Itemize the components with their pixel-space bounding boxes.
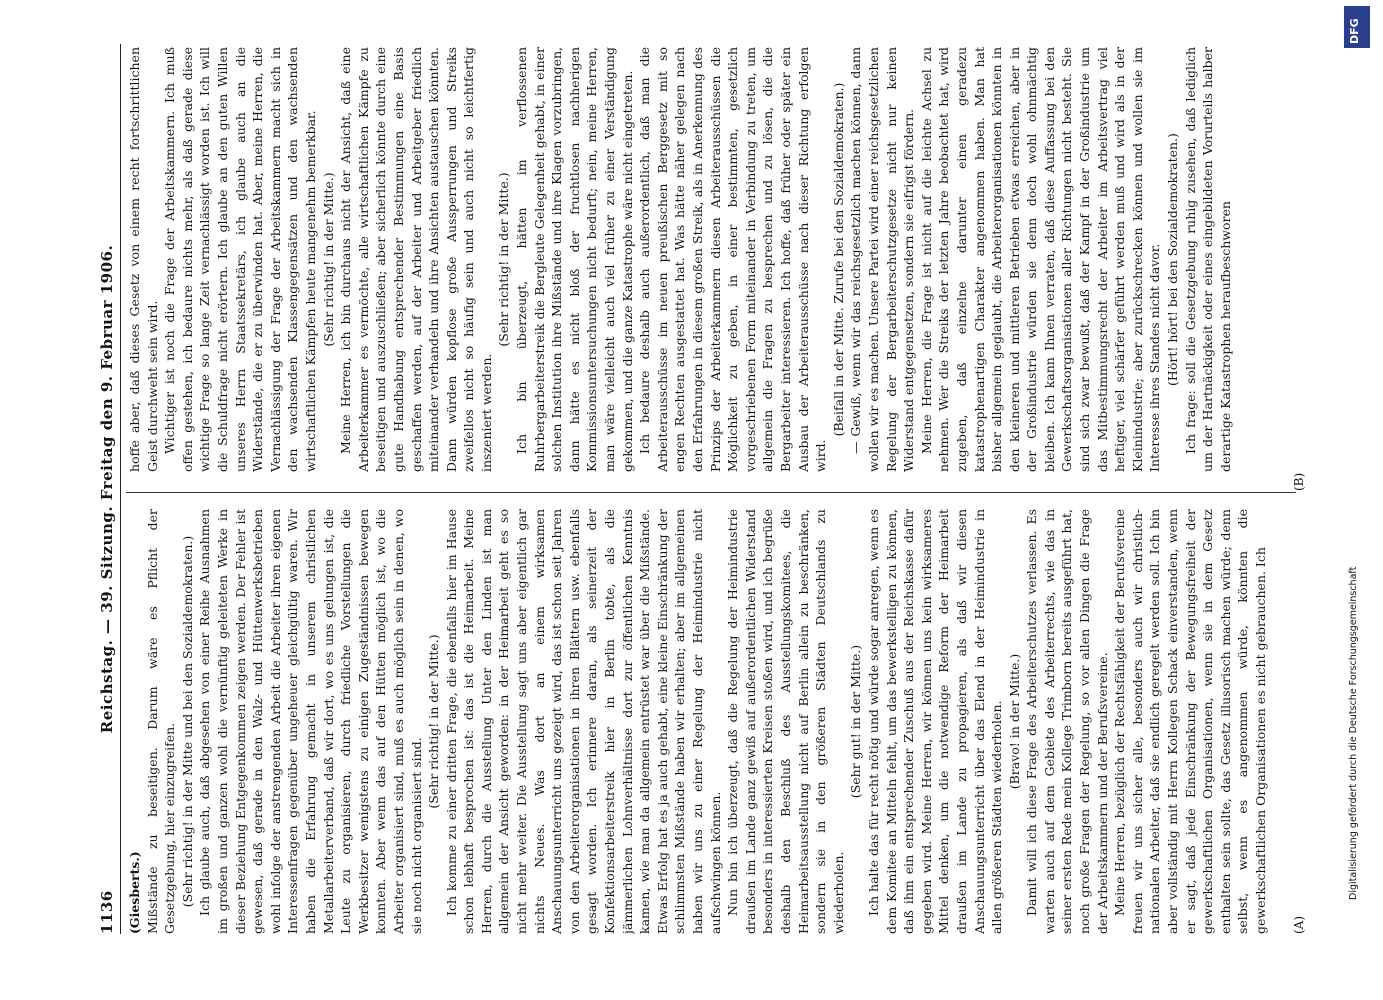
interjection: (Sehr richtig! in der Mitte.) [426,634,442,809]
paragraph: Nun bin ich überzeugt, daß die Regelung der Heimindustrie draußen im Lande ganz gewiß auf außerordentlichen Widerstand besonders in interessierten Kreisen stoßen wird, und ich begrüße deshalb den Beschluß des Ausstellungskomitees, die Heimarbeitsausstellung nicht auf Berlin allein zu beschränken, sondern sie in den größeren Städten Deutschlands zu wiederholen. [725,509,846,934]
right-column [126,47,1306,472]
margin-marker-a: (A) [1292,915,1306,934]
paragraph: Ich halte das für recht nötig und würde sogar anregen, wenn es dem Komitee an Mitteln fehlt, um das bewerkstelligen zu können, daß ihm ein entsprechender Zuschuß aus der Reichskasse dafür gegeben wird. Meine Herren, wir können uns kein wirksameres Mittel denken, um die notwendige Reform der Heimarbeit draußen im Lande zu propagieren, als daß wir diesen Anschauungsunterricht über das Elend in der Heimindustrie in allen größeren Städten wiederholen. [865,509,1005,934]
paragraph: Ich komme zu einer dritten Frage, die ebenfalls hier im Hause schon lebhaft besprochen ist: das ist die Heimarbeit. Meine Herren, durch die Ausstellung Unter den Linden ist man allgemein der Ansicht geworden: in der Heimarbeit geht es so nicht mehr weiter. Die Ausstellung sagt uns aber eigentlich gar nichts Neues. Was dort an einem wirksamen Anschauungsunterricht uns gezeigt wird, das ist schon seit Jahren von den Arbeiterorganisationen in ihren Blättern usw. ebenfalls gesagt worden. Ich erinnere daran, als seinerzeit der Konfektionsarbeiterstreik hier in Berlin tobte, als die jämmerlichen Lohnverhältnisse dort zur öffentlichen Kenntnis kamen, wie man da allgemein entrüstet war über die Mißstände. Etwas Erfolg hat es ja auch gehabt, eine kleine Einschränkung der schlimmsten Mißstände haben wir erhalten; aber im allgemeinen haben wir uns zu einer Regelung der Heimindustrie nicht aufschwingen können. [443,509,723,934]
paragraph: Wichtiger ist noch die Frage der Arbeitskammern. Ich muß offen gestehen, ich bedaure nichts mehr, als daß gerade diese wichtige Frage so lange Zeit vernachlässigt worden ist. Ich will die Schuldfrage nicht erörtern. Ich glaube an den guten Willen unseres Herrn Staatssekretärs, ich glaube auch an die Widerstände, die er zu überwinden hat. Aber, meine Herren, die Vernachlässigung der Frage der Arbeitskammern macht sich in den wachsenden Klassengegensätzen und den wachsenden wirtschaftlichen Kämpfen heute mangenehm bemerkbar. [162,47,318,472]
interjection: (Beifall in der Mitte. Zurufe bei den Sozialdemokraten.) [830,82,846,437]
paragraph: Meine Herren, bezüglich der Rechtsfähigkeit der Berufsvereine freuen wir uns sicher alle, besonders auch wir christlich-nationalen Arbeiter, daß sie endlich geregelt werden soll. Ich bin aber vollständig mit Herrn Kollegen Schack einverstanden, wenn er sagt, daß jede Einschränkung der Bewegungsfreiheit der gewerkschaftlichen Organisationen, wenn sie in dem Gesetz enthalten sein sollte, das Gesetz illusorisch machen würde; denn selbst, wenn es angenommen würde, könnten die gewerkschaftlichen Organisationen es nicht gebrauchen. Ich [1112,509,1268,934]
column-divider [126,492,1296,493]
page-number: 1136 [98,890,116,934]
paragraph: Mißstände zu beseitigen. Darum wäre es Pflicht der Gesetzgebung, hier einzugreifen. [144,509,178,934]
paragraph: Meine Herren, die Frage ist nicht auf die leichte Achsel zu nehmen. Wer die Streiks der letzten Jahre beobachtet hat, wird zugeben, daß einzelne darunter einen geradezu katastrophenartigen Charakter angenommen haben. Man hat bisher allgemein geglaubt, die Arbeiterorganisationen könnten in den kleineren und mittleren Betrieben etwas erreichen, aber in der Großindustrie würden sie denn doch wohl ohnmächtig bleiben. Ich kann Ihnen verraten, daß diese Auffassung bei den Gewerkschaftsorganisationen aller Richtungen nicht besteht. Sie sind sich zwar bewußt, daß der Kampf in der Großindustrie um das Mitbestimmungsrecht der Arbeiter im Arbeitsvertrag viel heftiger, viel schärfer geführt werden muß und wird als in der Kleinindustrie; aber zurückschrecken können und wollen sie im Interesse ihres Standes nicht davor. [918,47,1163,472]
paragraph: Ich bedaure deshalb auch außerordentlich, daß man die Arbeiterausschüsse im neuen preußischen Berggesetz mit so engen Rechten ausgestattet hat. Was hätte näher gelegen nach den Erfahrungen in diesem großen Streik, als in Anerkennung des Prinzips der Arbeiterkammern diesen Arbeiterausschüssen die Möglichkeit zu geben, in einer bestimmten, gesetzlich vorgeschriebenen Form miteinander in Verbindung zu treten, um allgemein die Fragen zu besprechen und zu lösen, die die Bergarbeiter interessieren. Ich hoffe, daß früher oder später ein Ausbau der Arbeiterausschüsse nach dieser Richtung erfolgen wird. [637,47,829,472]
paragraph: hoffe aber, daß dieses Gesetz von einem recht fortschrittlichen Geist durchweht sein wird. [127,47,160,472]
interjection: (Bravo! in der Mitte.) [1006,653,1022,790]
paragraph: Ich frage: soll die Gesetzgebung ruhig zusehen, daß lediglich um der Hartnäckigkeit oder eines eingebildeten Vorurteils halber derartige Katastrophen heraufbeschworen [1182,47,1233,472]
interjection: (Sehr richtig! in der Mitte und bei den Sozialdemokraten.) [179,535,195,908]
paragraph: Meine Herren, ich bin durchaus nicht der Ansicht, daß eine Arbeiterkammer es vermöchte, alle wirtschaftlichen Kämpfe zu beseitigen und auszuschließen; aber sicherlich könnte durch eine gute Handhabung entsprechender Bestimmungen eine Basis geschaffen werden, auf der Arbeiter und Arbeitgeber friedlich miteinander verhandeln und ihre Ansichten austauschen könnten. Dann würden kopflose große Aussperrungen und Streiks zweifellos nicht so häufig sein und auch nicht so leichtfertig inszeniert werden. [338,47,494,472]
margin-marker-b: (B) [1292,472,1306,491]
dfg-logo [1344,6,1370,48]
dfg-logo-text: DFG [1348,18,1361,44]
interjection: (Sehr richtig! in der Mitte.) [496,172,512,347]
speaker-name: (Giesberts.) [127,851,142,934]
paragraph: Damit will ich diese Frage des Arbeiterschutzes verlassen. Es warten auch auf dem Gebiete des Arbeiterrechts, wie das in seiner ersten Rede mein Kollege Trimborn bereits ausgeführt hat, noch große Fragen der Regelung, so vor allen Dingen die Frage der Arbeitskammern und der Berufsvereine. [1024,509,1110,934]
paragraph: Ich bin überzeugt, hätten im verflossenen Ruhrbergarbeiterstreik die Bergleute Gelegenheit gehabt, in einer solchen Institution ihre Mißstände und ihre Klagen vorzubringen, dann hätte es nicht bloß der fruchtlosen nachherigen Kommissionsuntersuchungen nicht bedurft; nein, meine Herren, man wäre vielleicht auch viel früher zu einer Verständigung gekommen, und die ganze Katastrophe wäre nicht eingetreten. [514,47,635,472]
paragraph: — Gewiß, wenn wir das reichsgesetzlich machen können, dann wollen wir es machen. Unsere Partei wird einer reichsgesetzlichen Regelung der Bergarbeiterschutzgesetze nicht nur keinen Widerstand entgegensetzen, sondern sie eifrigst fördern. [848,47,917,472]
interjection: (Hört! hört! bei den Sozialdemokraten.) [1165,133,1181,386]
page-header [96,44,118,934]
digitization-credit: Digitalisierung gefördert durch die Deutsche Forschungsgemeinschaft [1348,566,1359,900]
interjection: (Sehr richtig! in der Mitte.) [320,172,336,347]
paragraph: Ich glaube auch, daß abgesehen von einer Reihe Ausnahmen im großen und ganzen wohl die vernünftig geleiteten Werke in dieser Beziehung Entgegenkommen zeigen werden. Der Fehler ist gewesen, daß gerade in den Walz- und Hüttenwerksbetrieben wohl infolge der anstrengenden Arbeit die Arbeiter ihren eigenen Interessenfragen gegenüber ungeheuer gleichgültig waren. Wir haben die Erfahrung gemacht in unserem christlichen Metallarbeiterverband, daß wir dort, wo es uns gelungen ist, die Leute zu organisieren, durch friedliche Vorstellungen die Werkbesitzer wenigstens zu einigen Zugeständnissen bewegen konnten. Aber wenn das auf den Hütten möglich ist, wo die Arbeiter organisiert sind, muß es auch möglich sein in denen, wo sie noch nicht organisiert sind. [197,509,424,934]
left-column [126,509,1306,934]
session-title: Reichstag. — 39. Sitzung. Freitag den 9. Februar 1906. [98,244,116,734]
header-rule [120,44,121,934]
rotated-page [96,44,1311,934]
interjection: (Sehr gut! in der Mitte.) [848,644,864,799]
footer-credit [1348,80,1368,900]
